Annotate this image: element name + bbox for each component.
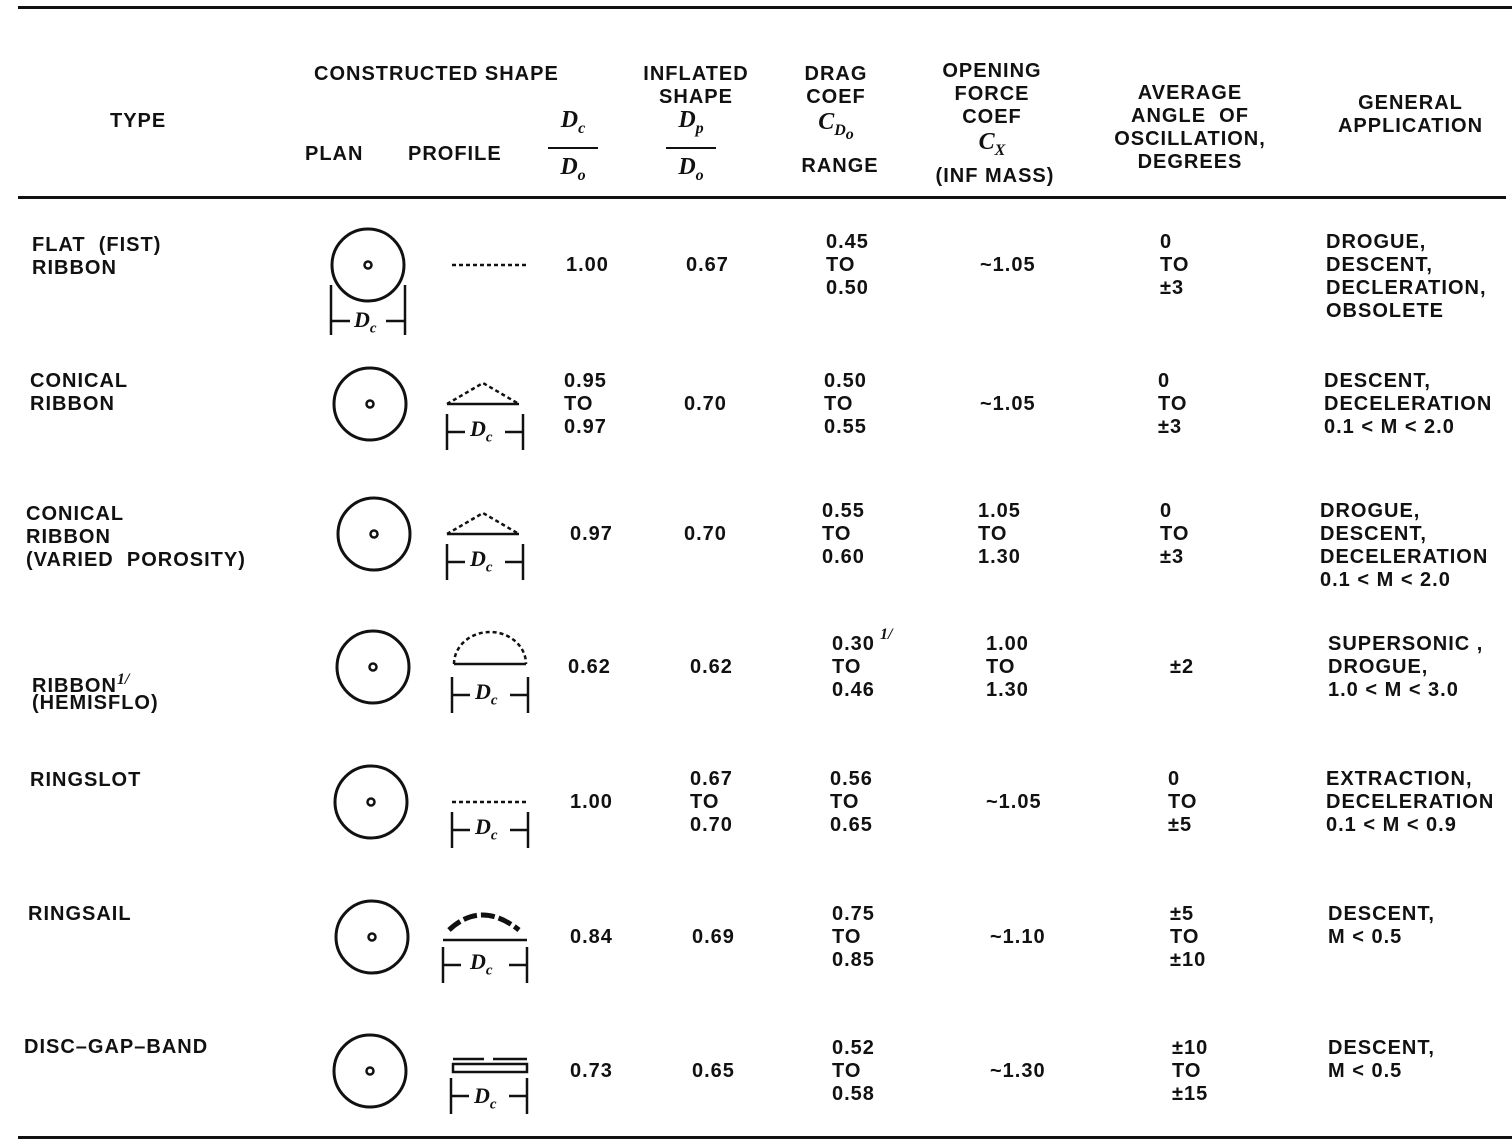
dc-label-main: D xyxy=(474,1083,490,1108)
dc-label-sub: c xyxy=(485,962,493,979)
cx-main: C xyxy=(978,129,995,155)
plan-circle-icon xyxy=(333,627,413,707)
header-range: RANGE xyxy=(801,155,879,177)
row-cx: ~1.30 xyxy=(990,1059,1046,1082)
row-type-label: RIBBON xyxy=(32,675,117,697)
row-cx: 1.05 TO 1.30 xyxy=(978,499,1021,568)
header-cdo-symbol xyxy=(796,110,876,147)
row-dc-do: 0.84 xyxy=(570,925,613,948)
dc-label xyxy=(354,307,377,337)
cdo-sub: D xyxy=(834,121,846,139)
dc-dimension-label xyxy=(470,949,493,979)
plan-circle-icon xyxy=(331,762,411,842)
row-application: DROGUE, DESCENT, DECELERATION 0.1 < M < 2.0 xyxy=(1320,500,1489,591)
dc-label-main: D xyxy=(470,949,486,974)
dc-label-sub: c xyxy=(485,559,493,576)
row-cdo-range: 0.56 TO 0.65 xyxy=(830,767,873,836)
profile-flat-icon xyxy=(450,220,545,310)
dc-den-sub: o xyxy=(577,167,586,184)
dp-num: D xyxy=(678,107,696,133)
row-application: DROGUE, DESCENT, DECLERATION, OBSOLETE xyxy=(1326,231,1487,322)
top-rule xyxy=(18,6,1512,9)
dp-den: D xyxy=(678,154,696,180)
row-angle: 0 TO ±3 xyxy=(1158,369,1188,438)
row-cx: ~1.10 xyxy=(990,925,1046,948)
footnote-marker: 1/ xyxy=(116,671,130,688)
row-dp-do: 0.62 xyxy=(690,655,733,678)
cx-sub: X xyxy=(994,141,1006,159)
header-inf-mass: (INF MASS) xyxy=(935,165,1055,187)
fraction-bar xyxy=(548,147,598,149)
dp-num-sub: p xyxy=(695,120,704,137)
header-average-angle: AVERAGE ANGLE OF OSCILLATION, DEGREES xyxy=(1114,82,1266,173)
row-dp-do: 0.67 TO 0.70 xyxy=(690,767,733,836)
row-cx: ~1.05 xyxy=(986,790,1042,813)
header-profile: PROFILE xyxy=(408,143,502,165)
dc-label-sub: c xyxy=(485,429,493,446)
row-application: DESCENT, M < 0.5 xyxy=(1328,1037,1435,1082)
header-drag-coef: DRAG COEF xyxy=(804,63,868,108)
row-dc-do: 1.00 xyxy=(570,790,613,813)
row-type-line2: (HEMISFLO) xyxy=(32,692,159,714)
plan-circle-icon xyxy=(334,494,414,574)
dc-label-main: D xyxy=(475,679,491,704)
row-cdo-range: 0.45 TO 0.50 xyxy=(826,230,869,299)
row-dc-do: 0.73 xyxy=(570,1059,613,1082)
row-cdo-range: 0.75 TO 0.85 xyxy=(832,902,875,971)
row-type: CONICAL RIBBON xyxy=(30,370,129,415)
row-angle: ±5 TO ±10 xyxy=(1170,902,1207,971)
dc-label xyxy=(470,416,493,446)
row-angle: ±2 xyxy=(1170,655,1195,678)
dc-label-main: D xyxy=(475,814,491,839)
dc-den: D xyxy=(560,154,578,180)
row-cx: ~1.05 xyxy=(980,392,1036,415)
dc-label-main: D xyxy=(470,546,486,571)
dp-den-sub: o xyxy=(695,167,704,184)
row-dc-do: 0.97 xyxy=(570,522,613,545)
dc-num: D xyxy=(560,107,579,133)
row-dp-do: 0.69 xyxy=(692,925,735,948)
cdo-main: C xyxy=(818,109,835,135)
header-general-application: GENERAL APPLICATION xyxy=(1337,92,1484,137)
dc-label xyxy=(475,814,498,844)
footnote-marker: 1/ xyxy=(880,626,893,643)
dc-dimension-label xyxy=(475,814,498,844)
header-rule xyxy=(18,196,1506,199)
header-constructed-shape: CONSTRUCTED SHAPE xyxy=(314,63,559,85)
row-angle: ±10 TO ±15 xyxy=(1172,1036,1209,1105)
header-type: TYPE xyxy=(110,110,167,132)
row-dc-do: 0.62 xyxy=(568,655,611,678)
row-dc-do: 0.95 TO 0.97 xyxy=(564,369,607,438)
dc-dimension-label xyxy=(475,679,498,709)
header-plan: PLAN xyxy=(305,143,364,165)
dc-num-sub: c xyxy=(578,120,586,137)
fraction-bar xyxy=(666,147,716,149)
row-dp-do: 0.65 xyxy=(692,1059,735,1082)
plan-circle-icon xyxy=(330,364,410,444)
header-dc-do-ratio xyxy=(548,106,598,190)
header-opening-force: OPENING FORCE COEF xyxy=(942,60,1042,128)
header-cx-symbol xyxy=(952,130,1032,163)
row-application: DESCENT, M < 0.5 xyxy=(1328,903,1435,948)
row-dc-do: 1.00 xyxy=(566,253,609,276)
row-angle: 0 TO ±3 xyxy=(1160,230,1190,299)
row-application: EXTRACTION, DECELERATION 0.1 < M < 0.9 xyxy=(1326,768,1495,836)
header-dp-do-ratio xyxy=(666,106,716,190)
row-cdo-range: 0.52 TO 0.58 xyxy=(832,1036,875,1105)
dc-dimension-label xyxy=(470,546,493,576)
row-dp-do: 0.70 xyxy=(684,392,727,415)
row-type: RINGSAIL xyxy=(28,903,132,925)
row-angle: 0 TO ±5 xyxy=(1168,767,1198,836)
dc-label-main: D xyxy=(470,416,486,441)
row-cdo-range: 0.55 TO 0.60 xyxy=(822,499,865,568)
row-dp-do: 0.70 xyxy=(684,522,727,545)
dc-label xyxy=(470,546,493,576)
dc-label-sub: c xyxy=(369,320,377,337)
dc-label xyxy=(474,1083,497,1113)
row-application: SUPERSONIC , DROGUE, 1.0 < M < 3.0 xyxy=(1328,633,1484,701)
dc-label-sub: c xyxy=(490,692,498,709)
row-cdo-range: 0.30 TO 0.46 xyxy=(832,632,875,701)
dc-label xyxy=(475,679,498,709)
row-type: CONICAL RIBBON (VARIED POROSITY) xyxy=(26,503,246,571)
row-type: DISC–GAP–BAND xyxy=(24,1036,209,1058)
row-dp-do: 0.67 xyxy=(686,253,729,276)
dc-label xyxy=(470,949,493,979)
row-cx: ~1.05 xyxy=(980,253,1036,276)
dc-dimension-label xyxy=(470,416,493,446)
dc-dimension-label xyxy=(474,1083,497,1113)
row-angle: 0 TO ±3 xyxy=(1160,499,1190,568)
row-type: FLAT (FIST) RIBBON xyxy=(32,234,162,279)
dc-label-main: D xyxy=(354,307,370,332)
cdo-subsub: o xyxy=(845,125,854,143)
dc-dimension-label xyxy=(354,307,377,337)
dc-label-sub: c xyxy=(490,827,498,844)
row-type: RINGSLOT xyxy=(30,769,142,791)
row-cx: 1.00 TO 1.30 xyxy=(986,632,1029,701)
row-application: DESCENT, DECELERATION 0.1 < M < 2.0 xyxy=(1324,370,1493,438)
bottom-rule xyxy=(18,1136,1512,1139)
row-cdo-range: 0.50 TO 0.55 xyxy=(824,369,867,438)
plan-circle-icon xyxy=(330,1031,410,1111)
dc-label-sub: c xyxy=(489,1096,497,1113)
header-inflated-shape: INFLATED SHAPE xyxy=(643,63,749,108)
plan-circle-icon xyxy=(332,897,412,977)
